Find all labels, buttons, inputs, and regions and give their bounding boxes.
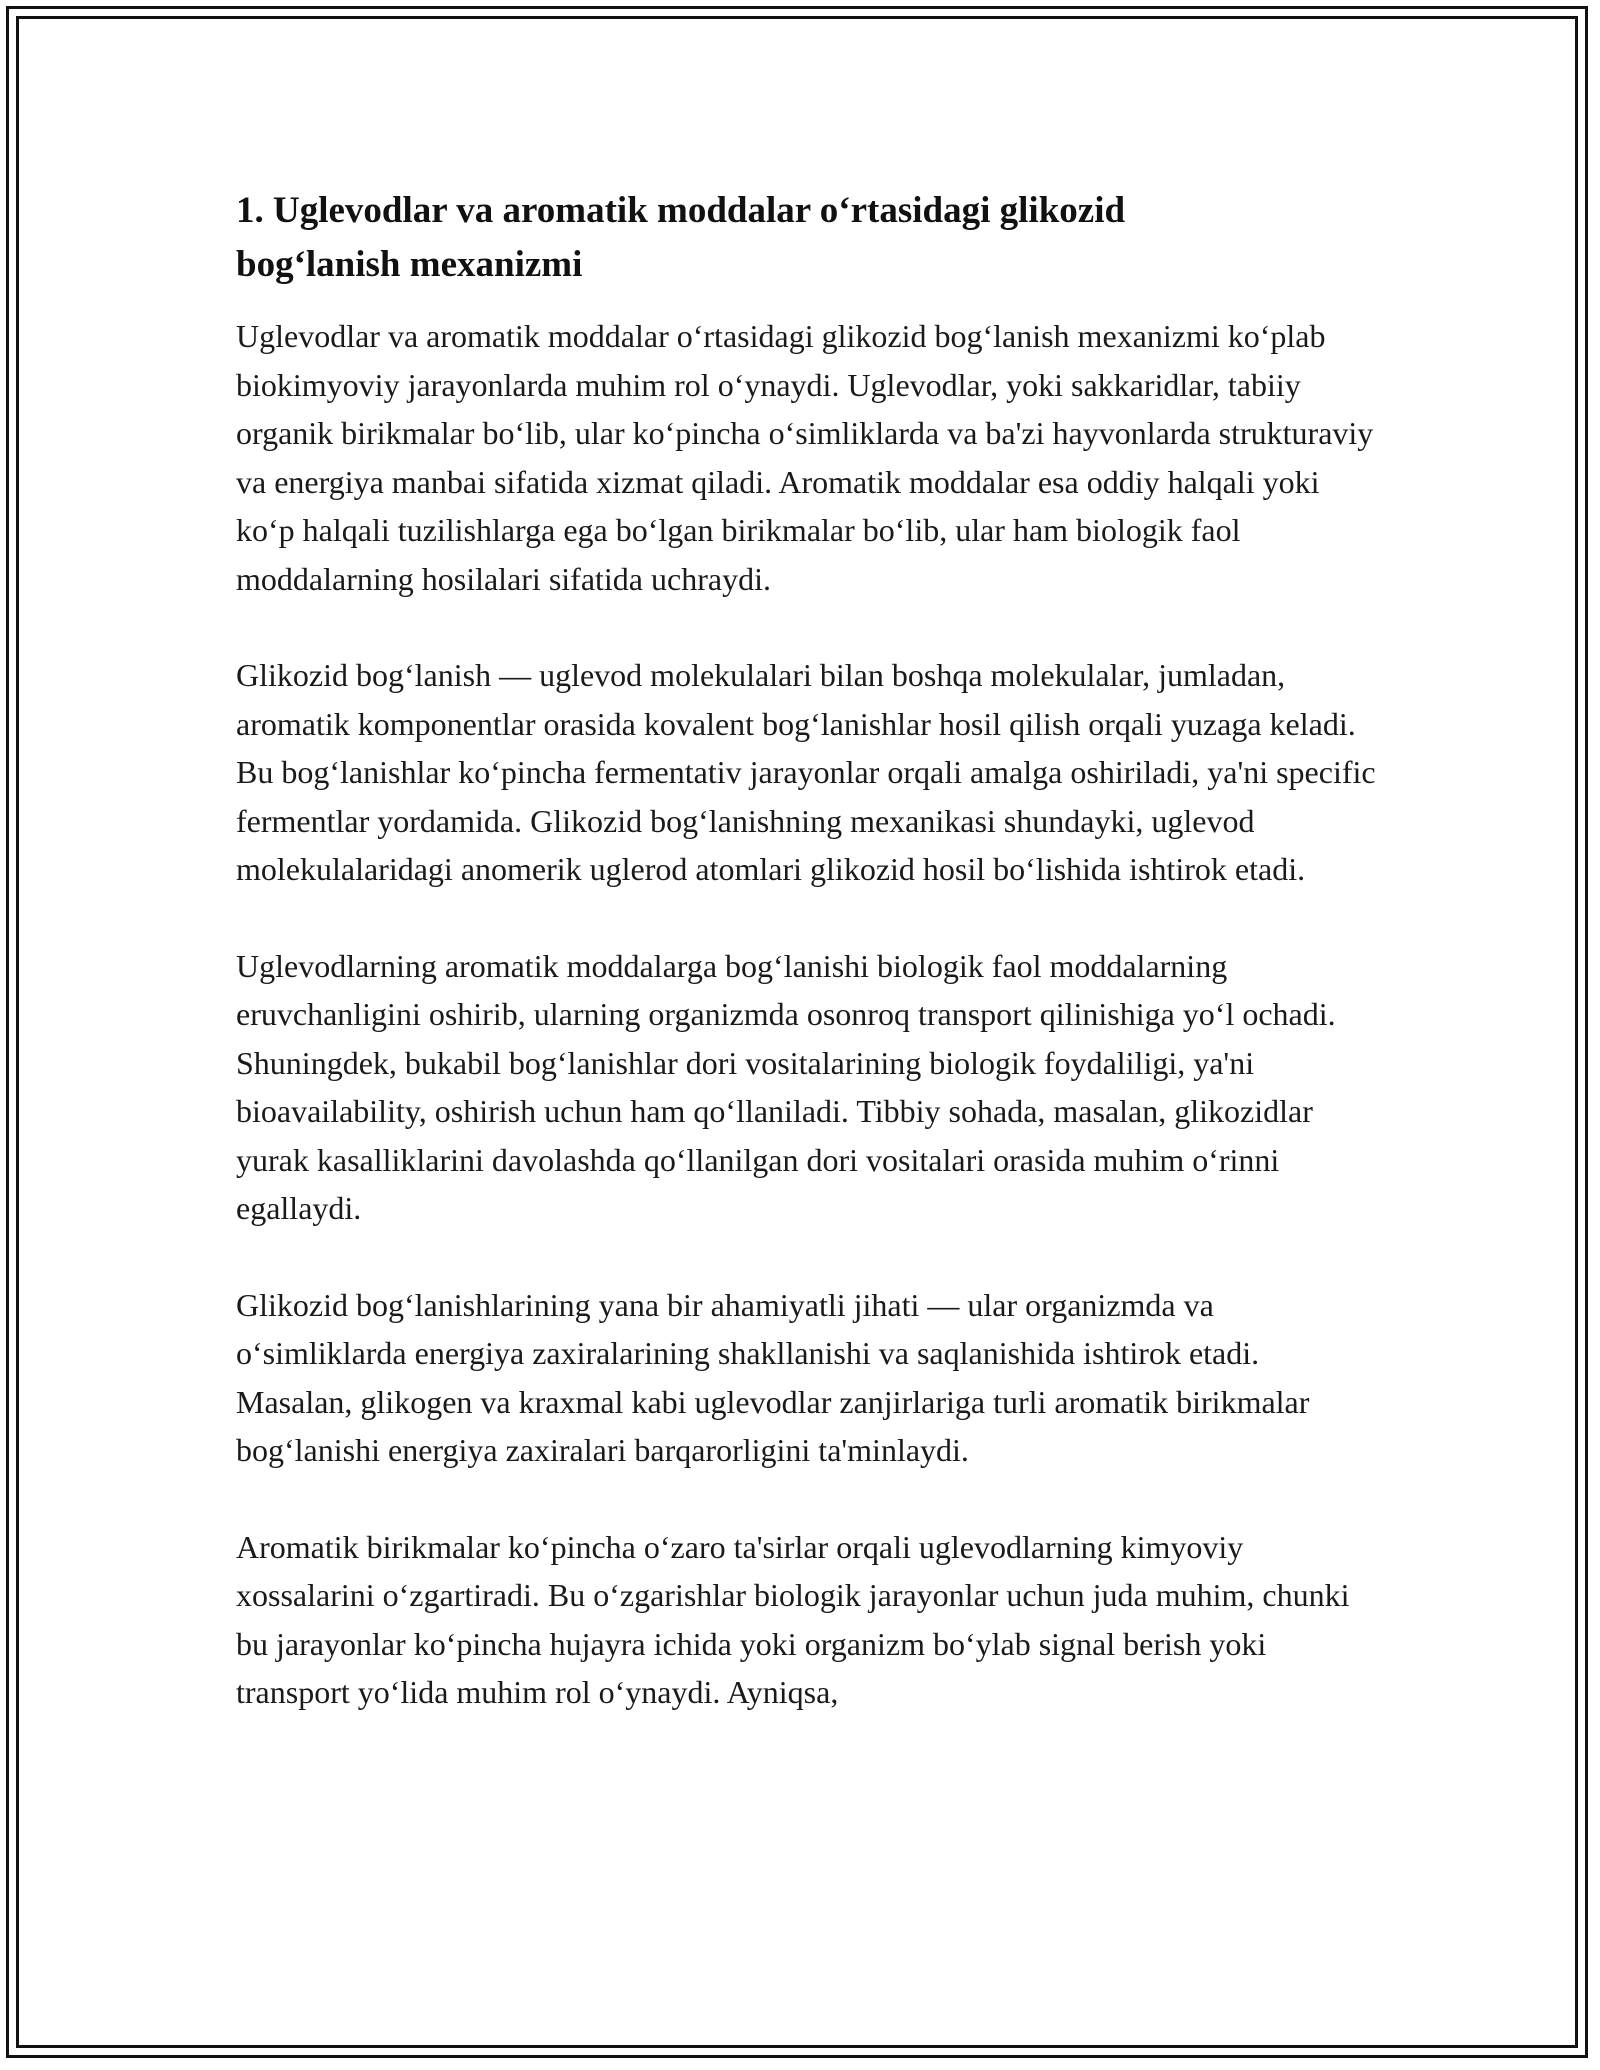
paragraph-1: Uglevodlar va aromatik moddalar o‘rtasidagi glikozid bog‘lanish mexanizmi ko‘plab biokimyoviy jarayonlarda muhim rol o‘ynaydi. Uglevodlar, yoki sakkaridlar, tabiiy organik birikmalar bo‘lib, ular ko‘pincha o‘simliklarda va ba'zi hayvonlarda strukturaviy va energiya manbai sifatida xizmat qiladi. Aromatik moddalar esa oddiy halqali yoki ko‘p halqali tuzilishlarga ega bo‘lgan birikmalar bo‘lib, ular ham biologik faol moddalarning hosilalari sifatida uchraydi.: [236, 318, 1374, 597]
section-heading-line2: bog‘lanish mexanizmi: [236, 244, 583, 285]
paragraph-5: Aromatik birikmalar ko‘pincha o‘zaro ta'sirlar orqali uglevodlarning kimyoviy xossalarini o‘zgartiradi. Bu o‘zgarishlar biologik jarayonlar uchun juda muhim, chunki bu jarayonlar ko‘pincha hujayra ichida yoki organizm bo‘ylab signal berish yoki transport yo‘lida muhim rol o‘ynaydi. Ayniqsa,: [236, 1528, 1350, 1710]
section-heading: [236, 184, 1376, 292]
section-heading-line1: 1. Uglevodlar va aromatik moddalar o‘rtasidagi glikozid: [236, 190, 1126, 231]
paragraph-4: Glikozid bog‘lanishlarining yana bir ahamiyatli jihati — ular organizmda va o‘simliklarda energiya zaxiralarining shakllanishi va saqlanishida ishtirok etadi. Masalan, glikogen va kraxmal kabi uglevodlar zanjirlariga turli aromatik birikmalar bog‘lanishi energiya zaxiralari barqarorligini ta'minlaydi.: [236, 1286, 1310, 1468]
paragraph-2: Glikozid bog‘lanish — uglevod molekulalari bilan boshqa molekulalar, jumladan, aromatik komponentlar orasida kovalent bog‘lanishlar hosil qilish orqali yuzaga keladi. Bu bog‘lanishlar ko‘pincha fermentativ jarayonlar orqali amalga oshiriladi, ya'ni specific fermentlar yordamida. Glikozid bog‘lanishning mexanikasi shundayki, uglevod molekulalaridagi anomerik uglerod atomlari glikozid hosil bo‘lishida ishtirok etadi.: [236, 657, 1376, 887]
paragraph-3: Uglevodlarning aromatik moddalarga bog‘lanishi biologik faol moddalarning eruvchanligini oshirib, ularning organizmda osonroq transport qilinishiga yo‘l ochadi. Shuningdek, bukabil bog‘lanishlar dori vositalarining biologik foydaliligi, ya'ni bioavailability, oshirish uchun ham qo‘llaniladi. Tibbiy sohada, masalan, glikozidlar yurak kasalliklarini davolashda qo‘llanilgan dori vositalari orasida muhim o‘rinni egallaydi.: [236, 947, 1336, 1226]
document-body: [236, 184, 1376, 1765]
